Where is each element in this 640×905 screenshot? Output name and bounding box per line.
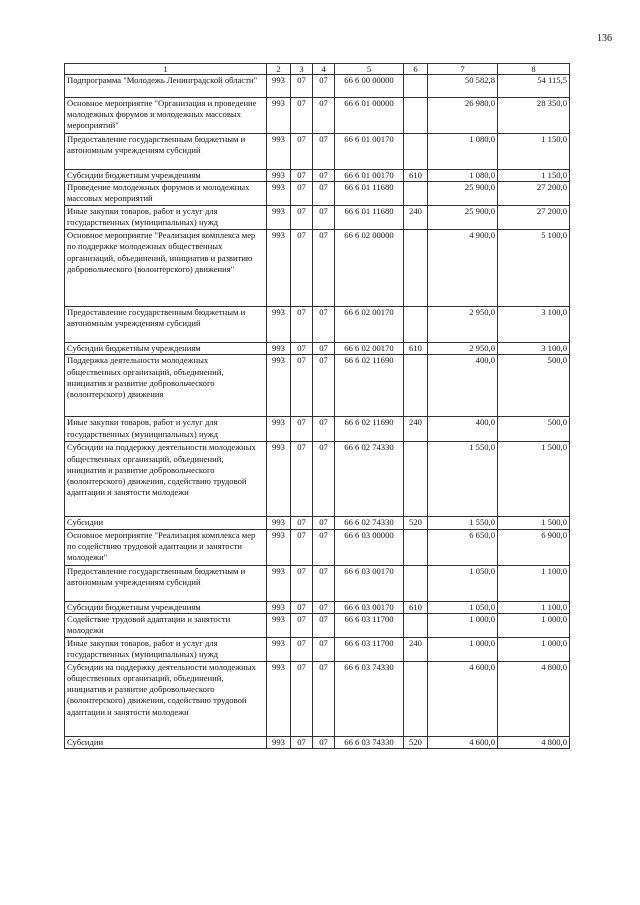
cell-vr <box>404 355 428 417</box>
cell-v1: 4 900,0 <box>428 230 498 307</box>
cell-ved: 993 <box>267 355 291 417</box>
cell-v2: 1 500,0 <box>498 517 570 529</box>
table-row <box>65 637 570 661</box>
cell-csr: 66 6 03 11700 <box>335 637 404 661</box>
table-row <box>65 661 570 736</box>
cell-name: Основное мероприятие "Организация и проведение молодежных форумов и молодежных массовых мероприятий" <box>65 98 267 134</box>
cell-csr: 66 6 03 00000 <box>335 529 404 565</box>
cell-vr <box>404 442 428 517</box>
cell-v1: 25 900,0 <box>428 206 498 230</box>
cell-rz: 07 <box>291 661 313 736</box>
cell-vr <box>404 75 428 98</box>
header-cell: 6 <box>404 64 428 75</box>
cell-v2: 1 100,0 <box>498 565 570 601</box>
cell-v2: 27 200,0 <box>498 182 570 206</box>
cell-v2: 1 000,0 <box>498 613 570 637</box>
cell-pr: 07 <box>313 307 335 343</box>
cell-v2: 3 100,0 <box>498 307 570 343</box>
cell-csr: 66 6 02 74330 <box>335 517 404 529</box>
cell-v1: 50 582,8 <box>428 75 498 98</box>
cell-v1: 1 000,0 <box>428 637 498 661</box>
table-row <box>65 134 570 170</box>
cell-vr: 240 <box>404 206 428 230</box>
cell-v1: 400,0 <box>428 355 498 417</box>
cell-csr: 66 6 03 00170 <box>335 601 404 613</box>
cell-ved: 993 <box>267 417 291 442</box>
cell-vr: 610 <box>404 601 428 613</box>
table-row <box>65 736 570 748</box>
cell-rz: 07 <box>291 134 313 170</box>
cell-csr: 66 6 02 00170 <box>335 343 404 355</box>
cell-rz: 07 <box>291 182 313 206</box>
cell-pr: 07 <box>313 637 335 661</box>
cell-rz: 07 <box>291 529 313 565</box>
cell-name: Субсидии <box>65 736 267 748</box>
cell-rz: 07 <box>291 98 313 134</box>
cell-name: Субсидии бюджетным учреждениям <box>65 601 267 613</box>
page-number: 136 <box>597 33 612 44</box>
cell-rz: 07 <box>291 355 313 417</box>
cell-ved: 993 <box>267 517 291 529</box>
cell-v2: 4 800,0 <box>498 661 570 736</box>
cell-csr: 66 6 01 00170 <box>335 170 404 182</box>
cell-pr: 07 <box>313 355 335 417</box>
cell-pr: 07 <box>313 230 335 307</box>
cell-ved: 993 <box>267 75 291 98</box>
cell-ved: 993 <box>267 170 291 182</box>
table-body <box>65 75 570 749</box>
cell-pr: 07 <box>313 417 335 442</box>
cell-csr: 66 6 02 00170 <box>335 307 404 343</box>
cell-pr: 07 <box>313 206 335 230</box>
cell-vr <box>404 134 428 170</box>
cell-rz: 07 <box>291 417 313 442</box>
cell-pr: 07 <box>313 182 335 206</box>
table-row <box>65 517 570 529</box>
cell-name: Основное мероприятие "Реализация комплекса мер по содействию трудовой адаптации и занятости молодежи" <box>65 529 267 565</box>
cell-v2: 1 100,0 <box>498 601 570 613</box>
cell-vr: 240 <box>404 417 428 442</box>
cell-rz: 07 <box>291 307 313 343</box>
cell-rz: 07 <box>291 206 313 230</box>
table-row <box>65 182 570 206</box>
cell-v2: 500,0 <box>498 417 570 442</box>
cell-csr: 66 6 03 74330 <box>335 736 404 748</box>
cell-name: Субсидии <box>65 517 267 529</box>
cell-rz: 07 <box>291 736 313 748</box>
cell-v2: 4 800,0 <box>498 736 570 748</box>
cell-csr: 66 6 03 11700 <box>335 613 404 637</box>
cell-vr <box>404 98 428 134</box>
cell-v1: 26 980,0 <box>428 98 498 134</box>
cell-v2: 6 900,0 <box>498 529 570 565</box>
cell-pr: 07 <box>313 98 335 134</box>
cell-v1: 6 650,0 <box>428 529 498 565</box>
cell-v1: 1 550,0 <box>428 517 498 529</box>
header-cell: 8 <box>498 64 570 75</box>
table-row <box>65 355 570 417</box>
cell-name: Субсидии на поддержку деятельности молодежных общественных организаций, объединений, инициатив и развитие добровольческого (волонтерского) движения, содействию трудовой адаптации и занятости молодежи <box>65 661 267 736</box>
cell-pr: 07 <box>313 529 335 565</box>
cell-ved: 993 <box>267 442 291 517</box>
cell-rz: 07 <box>291 170 313 182</box>
cell-csr: 66 6 00 00000 <box>335 75 404 98</box>
cell-v1: 4 600,0 <box>428 736 498 748</box>
cell-pr: 07 <box>313 613 335 637</box>
cell-vr: 240 <box>404 637 428 661</box>
cell-v2: 27 200,0 <box>498 206 570 230</box>
cell-csr: 66 6 03 00170 <box>335 565 404 601</box>
cell-name: Проведение молодежных форумов и молодежных массовых мероприятий <box>65 182 267 206</box>
cell-csr: 66 6 02 11690 <box>335 355 404 417</box>
cell-pr: 07 <box>313 343 335 355</box>
cell-v1: 2 950,0 <box>428 343 498 355</box>
cell-rz: 07 <box>291 343 313 355</box>
cell-v1: 1 080,0 <box>428 170 498 182</box>
cell-pr: 07 <box>313 442 335 517</box>
cell-vr: 520 <box>404 517 428 529</box>
cell-name: Субсидии бюджетным учреждениям <box>65 343 267 355</box>
header-cell: 4 <box>313 64 335 75</box>
cell-pr: 07 <box>313 736 335 748</box>
header-cell: 7 <box>428 64 498 75</box>
cell-ved: 993 <box>267 98 291 134</box>
cell-vr <box>404 230 428 307</box>
cell-ved: 993 <box>267 637 291 661</box>
cell-csr: 66 6 02 74330 <box>335 442 404 517</box>
cell-csr: 66 6 01 11680 <box>335 182 404 206</box>
table-row <box>65 307 570 343</box>
table-row <box>65 442 570 517</box>
cell-name: Содействие трудовой адаптации и занятости молодежи <box>65 613 267 637</box>
cell-rz: 07 <box>291 601 313 613</box>
table-row <box>65 230 570 307</box>
cell-v1: 1 050,0 <box>428 601 498 613</box>
cell-v2: 3 100,0 <box>498 343 570 355</box>
cell-v2: 1 150,0 <box>498 134 570 170</box>
cell-vr <box>404 529 428 565</box>
cell-v1: 4 600,0 <box>428 661 498 736</box>
cell-v2: 1 150,0 <box>498 170 570 182</box>
cell-v2: 5 100,0 <box>498 230 570 307</box>
table-row <box>65 417 570 442</box>
cell-v2: 1 500,0 <box>498 442 570 517</box>
cell-name: Предоставление государственным бюджетным и автономным учреждениям субсидий <box>65 307 267 343</box>
cell-name: Иные закупки товаров, работ и услуг для государственных (муниципальных) нужд <box>65 206 267 230</box>
cell-v2: 500,0 <box>498 355 570 417</box>
cell-pr: 07 <box>313 661 335 736</box>
cell-ved: 993 <box>267 613 291 637</box>
header-cell: 1 <box>65 64 267 75</box>
table-row <box>65 75 570 98</box>
cell-vr: 610 <box>404 343 428 355</box>
cell-pr: 07 <box>313 517 335 529</box>
cell-name: Иные закупки товаров, работ и услуг для государственных (муниципальных) нужд <box>65 637 267 661</box>
cell-rz: 07 <box>291 442 313 517</box>
cell-rz: 07 <box>291 230 313 307</box>
cell-v2: 1 000,0 <box>498 637 570 661</box>
cell-pr: 07 <box>313 134 335 170</box>
cell-ved: 993 <box>267 343 291 355</box>
cell-ved: 993 <box>267 736 291 748</box>
cell-v2: 54 115,5 <box>498 75 570 98</box>
cell-vr <box>404 565 428 601</box>
cell-v1: 1 050,0 <box>428 565 498 601</box>
budget-table <box>64 63 570 749</box>
cell-v1: 1 000,0 <box>428 613 498 637</box>
table-row <box>65 565 570 601</box>
cell-v1: 400,0 <box>428 417 498 442</box>
cell-name: Иные закупки товаров, работ и услуг для государственных (муниципальных) нужд <box>65 417 267 442</box>
cell-pr: 07 <box>313 170 335 182</box>
cell-v1: 1 080,0 <box>428 134 498 170</box>
table-row <box>65 98 570 134</box>
cell-name: Поддержка деятельности молодежных общественных организаций, объединений, инициатив и развитие добровольческого (волонтерского) движения <box>65 355 267 417</box>
cell-ved: 993 <box>267 307 291 343</box>
table-row <box>65 170 570 182</box>
cell-vr <box>404 661 428 736</box>
header-row <box>65 64 570 75</box>
cell-ved: 993 <box>267 134 291 170</box>
cell-ved: 993 <box>267 529 291 565</box>
cell-name: Основное мероприятие "Реализация комплекса мер по поддержке молодежных общественных организаций, объединений, инициатив и развитию добровольческого (волонтерского) движения" <box>65 230 267 307</box>
cell-csr: 66 6 01 11680 <box>335 206 404 230</box>
cell-csr: 66 6 02 00000 <box>335 230 404 307</box>
cell-csr: 66 6 01 00000 <box>335 98 404 134</box>
cell-rz: 07 <box>291 613 313 637</box>
cell-name: Подпрограмма "Молодежь Ленинградской области" <box>65 75 267 98</box>
cell-rz: 07 <box>291 637 313 661</box>
cell-csr: 66 6 02 11690 <box>335 417 404 442</box>
table-row <box>65 601 570 613</box>
cell-rz: 07 <box>291 75 313 98</box>
cell-v1: 1 550,0 <box>428 442 498 517</box>
cell-vr <box>404 182 428 206</box>
cell-v2: 28 350,0 <box>498 98 570 134</box>
cell-vr <box>404 613 428 637</box>
cell-name: Предоставление государственным бюджетным и автономным учреждениям субсидий <box>65 565 267 601</box>
cell-csr: 66 6 01 00170 <box>335 134 404 170</box>
cell-rz: 07 <box>291 517 313 529</box>
cell-ved: 993 <box>267 601 291 613</box>
cell-pr: 07 <box>313 565 335 601</box>
cell-pr: 07 <box>313 75 335 98</box>
header-cell: 2 <box>267 64 291 75</box>
cell-v1: 25 900,0 <box>428 182 498 206</box>
cell-rz: 07 <box>291 565 313 601</box>
table-row <box>65 206 570 230</box>
cell-vr <box>404 307 428 343</box>
cell-name: Субсидии бюджетным учреждениям <box>65 170 267 182</box>
cell-pr: 07 <box>313 601 335 613</box>
cell-csr: 66 6 03 74330 <box>335 661 404 736</box>
table-row <box>65 613 570 637</box>
cell-ved: 993 <box>267 182 291 206</box>
header-cell: 5 <box>335 64 404 75</box>
cell-vr: 610 <box>404 170 428 182</box>
cell-ved: 993 <box>267 230 291 307</box>
cell-ved: 993 <box>267 206 291 230</box>
table-row <box>65 529 570 565</box>
cell-v1: 2 950,0 <box>428 307 498 343</box>
cell-ved: 993 <box>267 661 291 736</box>
cell-name: Субсидии на поддержку деятельности молодежных общественных организаций, объединений, инициатив и развитие добровольческого (волонтерского) движения, содействию трудовой адаптации и занятости молодежи <box>65 442 267 517</box>
cell-ved: 993 <box>267 565 291 601</box>
header-cell: 3 <box>291 64 313 75</box>
cell-name: Предоставление государственным бюджетным и автономным учреждениям субсидий <box>65 134 267 170</box>
table-row <box>65 343 570 355</box>
cell-vr: 520 <box>404 736 428 748</box>
